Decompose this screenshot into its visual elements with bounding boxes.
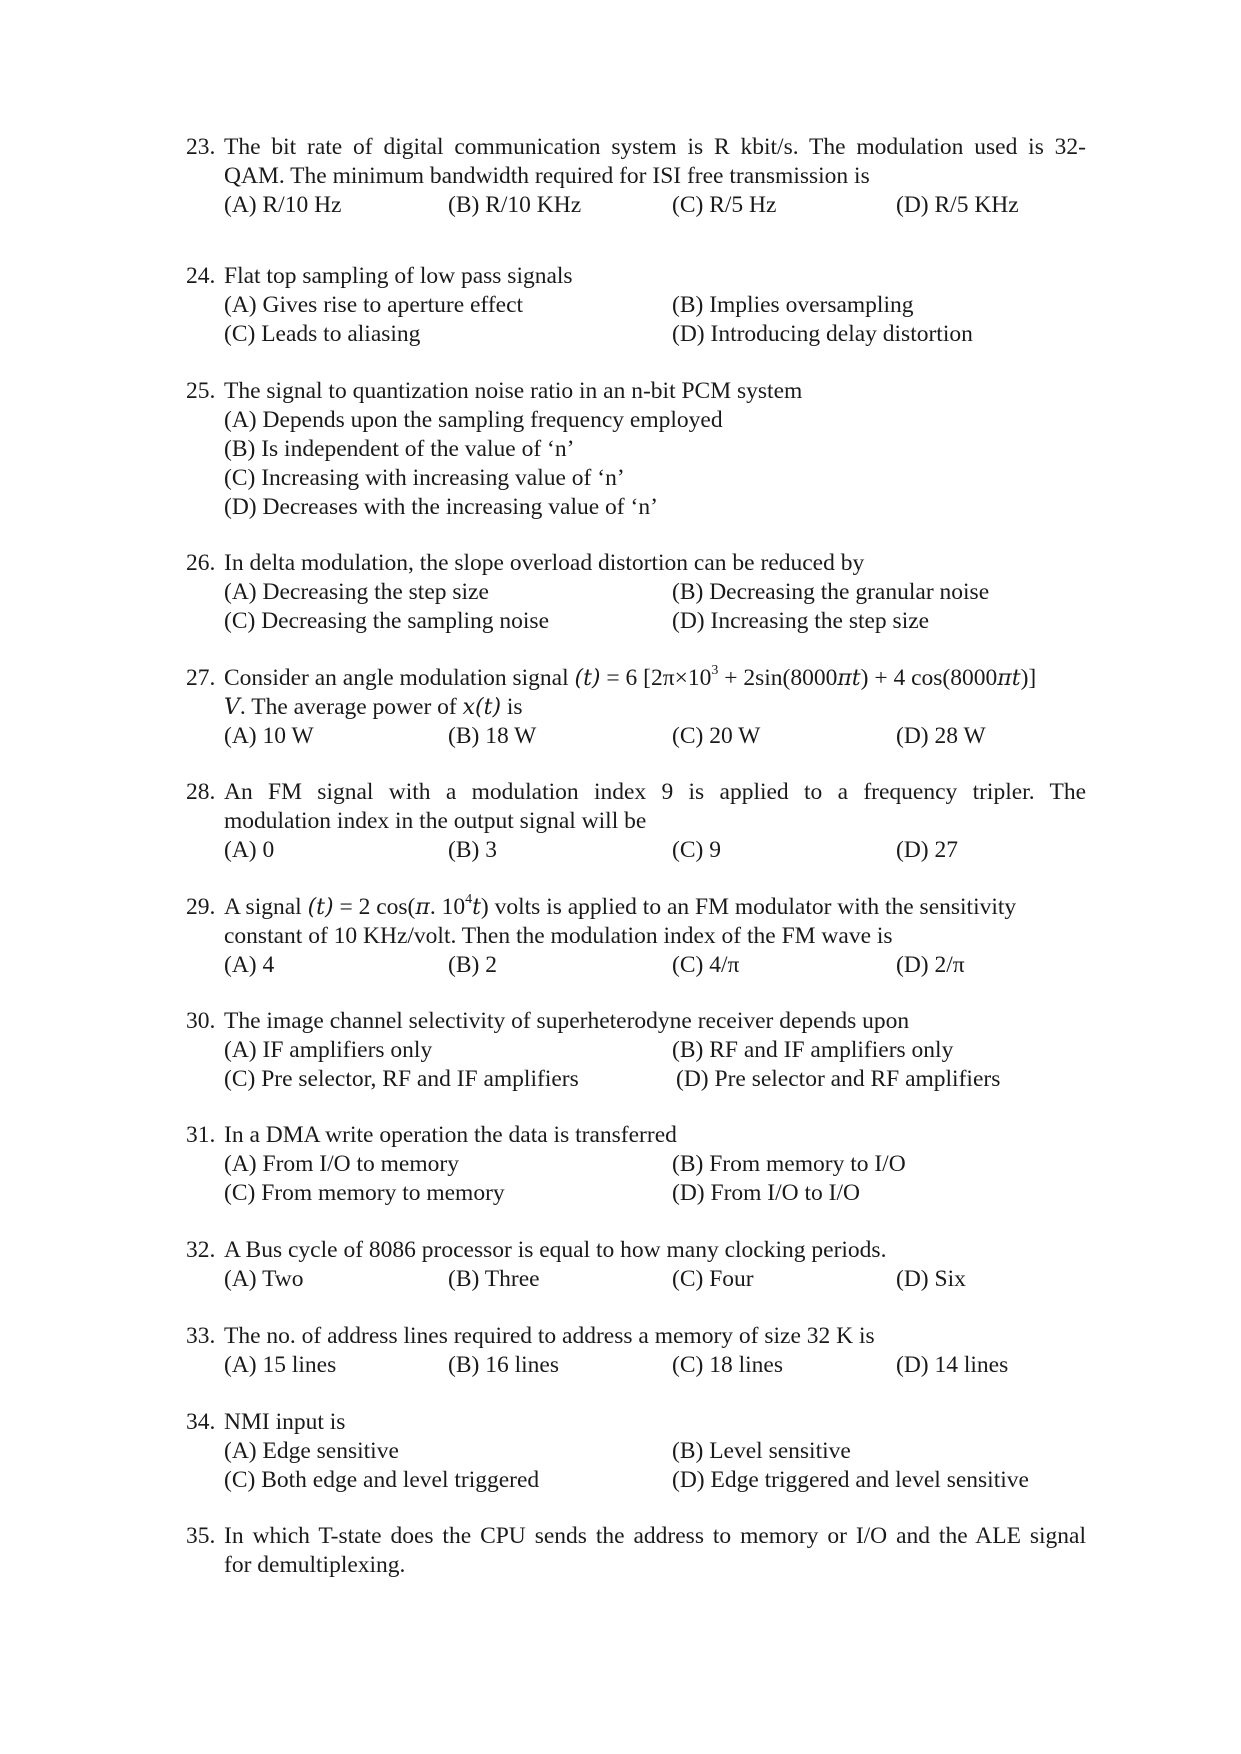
question-text: The signal to quantization noise ratio in an n-bit PCM system: [224, 378, 803, 404]
question-text: A Bus cycle of 8086 processor is equal to how many clocking periods.: [224, 1237, 887, 1263]
option-b: (B) 18 W: [448, 723, 537, 749]
option-d: (D) From I/O to I/O: [672, 1180, 860, 1206]
question-text: In which T-state does the CPU sends the address to memory or I/O and the ALE signal: [224, 1523, 1086, 1549]
question-number: 26.: [186, 550, 216, 576]
question-number: 23.: [186, 134, 216, 160]
option-d: (D) R/5 KHz: [896, 192, 1019, 218]
option-c: (C) 9: [672, 837, 721, 863]
question-number: 33.: [186, 1323, 216, 1349]
option-b: (B) 16 lines: [448, 1352, 559, 1378]
option-c: (C) Leads to aliasing: [224, 321, 421, 347]
question-text: modulation index in the output signal will be: [224, 808, 647, 834]
option-b: (B) From memory to I/O: [672, 1151, 906, 1177]
option-d: (D) 27: [896, 837, 958, 863]
question-text: An FM signal with a modulation index 9 is applied to a frequency tripler. The: [224, 779, 1086, 805]
option-c: (C) R/5 Hz: [672, 192, 777, 218]
question-text: NMI input is: [224, 1409, 346, 1435]
option-d: (D) 14 lines: [896, 1352, 1009, 1378]
question-text: V. The average power of x(t) is: [224, 694, 523, 720]
question-number: 34.: [186, 1409, 216, 1435]
option-d: (D) Introducing delay distortion: [672, 321, 973, 347]
question-text: The image channel selectivity of superheterodyne receiver depends upon: [224, 1008, 910, 1034]
question-24: [186, 262, 1086, 349]
option-d: (D) 2/π: [896, 952, 965, 978]
question-text: QAM. The minimum bandwidth required for ISI free transmission is: [224, 163, 870, 189]
option-a: (A) Decreasing the step size: [224, 579, 489, 605]
option-b: (B) Decreasing the granular noise: [672, 579, 990, 605]
option-b: (B) Three: [448, 1266, 540, 1292]
option-c: (C) 4/π: [672, 952, 740, 978]
question-text: A signal (t) = 2 cos(π. $10^4t$) volts is applied to an FM modulator with the sensitivity: [224, 892, 1017, 920]
question-number: 32.: [186, 1237, 216, 1263]
option-a: (A) Two: [224, 1266, 304, 1292]
option-d: (D) Decreases with the increasing value of ‘n’: [224, 494, 658, 520]
question-34: [186, 1408, 1086, 1495]
option-c: (C) 20 W: [672, 723, 761, 749]
option-d: (D) Six: [896, 1266, 966, 1292]
question-number: 28.: [186, 779, 216, 805]
question-23: [186, 133, 1086, 220]
option-a: (A) 4: [224, 952, 275, 978]
question-text: The bit rate of digital communication system is R kbit/s. The modulation used is 32-: [224, 134, 1086, 160]
option-a: (A) 10 W: [224, 723, 314, 749]
question-number: 24.: [186, 263, 216, 289]
option-c: (C) From memory to memory: [224, 1180, 505, 1206]
option-d: (D) Edge triggered and level sensitive: [672, 1467, 1029, 1493]
question-number: 31.: [186, 1122, 216, 1148]
option-b: (B) 3: [448, 837, 497, 863]
option-a: (A) Edge sensitive: [224, 1438, 399, 1464]
question-27: [186, 664, 1086, 751]
option-a: (A) R/10 Hz: [224, 192, 342, 218]
question-33: [186, 1322, 1086, 1380]
question-29: [186, 893, 1086, 980]
question-number: 27.: [186, 665, 216, 691]
question-26: [186, 549, 1086, 636]
question-35: [186, 1522, 1086, 1580]
question-25: [186, 377, 1086, 522]
option-a: (A) IF amplifiers only: [224, 1037, 433, 1063]
question-number: 30.: [186, 1008, 216, 1034]
question-text: In a DMA write operation the data is transferred: [224, 1122, 677, 1148]
option-a: (A) Gives rise to aperture effect: [224, 292, 524, 318]
option-d: (D) Pre selector and RF amplifiers: [676, 1066, 1001, 1092]
question-text: for demultiplexing.: [224, 1552, 406, 1578]
question-28: [186, 778, 1086, 865]
question-30: [186, 1007, 1086, 1094]
option-a: (A) From I/O to memory: [224, 1151, 459, 1177]
question-text: In delta modulation, the slope overload distortion can be reduced by: [224, 550, 865, 576]
question-32: [186, 1236, 1086, 1294]
option-c: (C) Decreasing the sampling noise: [224, 608, 549, 634]
question-text: The no. of address lines required to address a memory of size 32 K is: [224, 1323, 875, 1349]
option-c: (C) Pre selector, RF and IF amplifiers: [224, 1066, 579, 1092]
option-b: (B) Level sensitive: [672, 1438, 851, 1464]
question-text: Consider an angle modulation signal (t) = 6 [$2\pi\times 10^3 + 2\sin(8000\pi t) + 4$ cos(8000πt)]: [224, 663, 1037, 691]
question-31: [186, 1121, 1086, 1208]
option-d: (D) 28 W: [896, 723, 986, 749]
option-b: (B) 2: [448, 952, 497, 978]
option-c: (C) Increasing with increasing value of ‘n’: [224, 465, 625, 491]
option-a: (A) 0: [224, 837, 275, 863]
option-b: (B) R/10 KHz: [448, 192, 582, 218]
option-c: (C) Both edge and level triggered: [224, 1467, 540, 1493]
question-text: constant of 10 KHz/volt. Then the modulation index of the FM wave is: [224, 923, 893, 949]
option-d: (D) Increasing the step size: [672, 608, 930, 634]
option-b: (B) Is independent of the value of ‘n’: [224, 436, 575, 462]
question-number: 35.: [186, 1523, 216, 1549]
option-b: (B) RF and IF amplifiers only: [672, 1037, 954, 1063]
option-a: (A) 15 lines: [224, 1352, 337, 1378]
question-number: 25.: [186, 378, 216, 404]
option-b: (B) Implies oversampling: [672, 292, 914, 318]
option-c: (C) Four: [672, 1266, 754, 1292]
option-a: (A) Depends upon the sampling frequency employed: [224, 407, 723, 433]
question-number: 29.: [186, 894, 216, 920]
question-text: Flat top sampling of low pass signals: [224, 263, 573, 289]
option-c: (C) 18 lines: [672, 1352, 783, 1378]
